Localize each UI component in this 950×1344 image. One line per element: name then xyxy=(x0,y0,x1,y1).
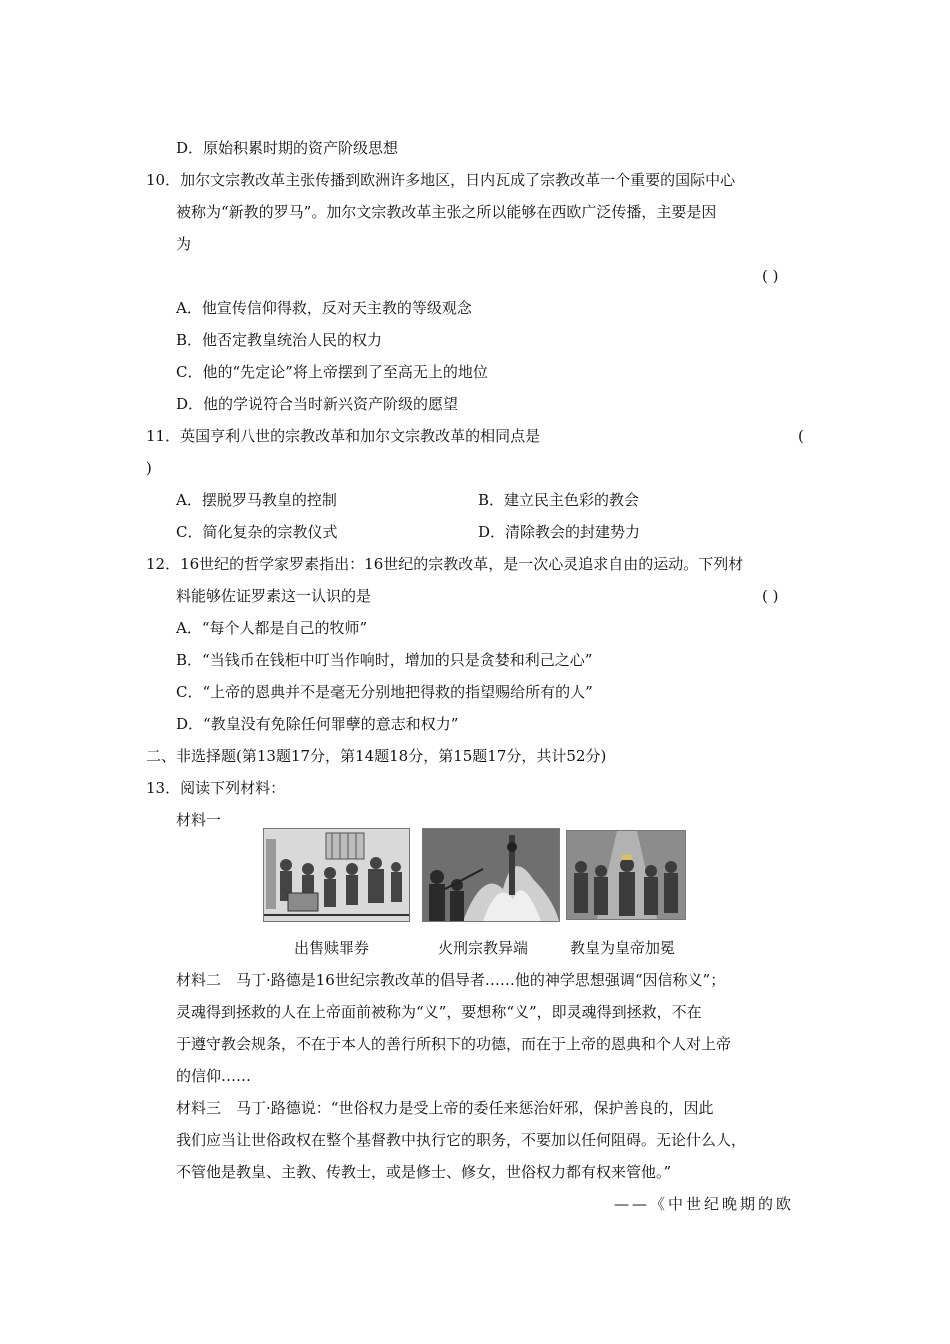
material-3-line2: 我们应当让世俗政权在整个基督教中执行它的职务，不要加以任何阻碍。无论什么人， xyxy=(176,1131,747,1149)
q11-bracket-close: ) xyxy=(146,459,152,477)
q10-option-b: B．他否定教皇统治人民的权力 xyxy=(176,331,383,349)
q12-option-c: C．“上帝的恩典并不是毫无分别地把得救的指望赐给所有的人” xyxy=(176,683,593,701)
q10-stem-line3: 为 xyxy=(176,235,192,253)
q11-bracket-open: ( xyxy=(798,427,804,445)
material-3-source: ——《中世纪晚期的欧 xyxy=(614,1195,795,1213)
heretic-burning-image xyxy=(422,828,560,922)
q11-option-b: B．建立民主色彩的教会 xyxy=(478,491,640,509)
q12-answer-bracket: ( ) xyxy=(762,587,779,605)
q11-option-d: D．清除教会的封建势力 xyxy=(478,523,641,541)
caption-heretic-burning: 火刑宗教异端 xyxy=(438,939,529,957)
material-2-line1: 材料二 马丁·路德是16世纪宗教改革的倡导者……他的神学思想强调“因信称义”； xyxy=(176,971,726,989)
material-1-label: 材料一 xyxy=(176,811,222,829)
section-heading-nonchoice: 二、非选择题(第13题17分，第14题18分，第15题17分，共计52分) xyxy=(146,747,607,765)
q12-option-d: D．“教皇没有免除任何罪孽的意志和权力” xyxy=(176,715,459,733)
indulgence-sale-image xyxy=(263,828,410,922)
q12-stem-line2: 料能够佐证罗素这一认识的是 xyxy=(176,587,372,605)
q12-option-b: B．“当钱币在钱柜中叮当作响时，增加的只是贪婪和利己之心” xyxy=(176,651,593,669)
material-2-line3: 于遵守教会规条，不在于本人的善行所积下的功德，而在于上帝的恩典和个人对上帝 xyxy=(176,1035,732,1053)
material-3-line1: 材料三 马丁·路德说：“世俗权力是受上帝的委任来惩治奸邪，保护善良的，因此 xyxy=(176,1099,714,1117)
q10-option-a: A．他宣传信仰得救，反对天主教的等级观念 xyxy=(176,299,472,317)
q10-option-d: D．他的学说符合当时新兴资产阶级的愿望 xyxy=(176,395,459,413)
material-2-line2: 灵魂得到拯救的人在上帝面前被称为“义”，要想称“义”，即灵魂得到拯救，不在 xyxy=(176,1003,702,1021)
caption-coronation: 教皇为皇帝加冕 xyxy=(570,939,676,957)
q10-stem-line1: 10．加尔文宗教改革主张传播到欧洲许多地区，日内瓦成了宗教改革一个重要的国际中心 xyxy=(146,171,736,189)
q10-answer-bracket: ( ) xyxy=(762,267,779,285)
coronation-image xyxy=(566,830,686,920)
caption-indulgence-sale: 出售赎罪券 xyxy=(294,939,370,957)
q9-option-d: D．原始积累时期的资产阶级思想 xyxy=(176,139,399,157)
material-3-line3: 不管他是教皇、主教、传教士，或是修士、修女，世俗权力都有权来管他。” xyxy=(176,1163,672,1181)
q12-option-a: A．“每个人都是自己的牧师” xyxy=(176,619,368,637)
q11-option-c: C．简化复杂的宗教仪式 xyxy=(176,523,338,541)
q10-stem-line2: 被称为“新教的罗马”。加尔文宗教改革主张之所以能够在西欧广泛传播，主要是因 xyxy=(176,203,717,221)
q11-option-a: A．摆脱罗马教皇的控制 xyxy=(176,491,337,509)
q11-stem: 11．英国亨利八世的宗教改革和加尔文宗教改革的相同点是 xyxy=(146,427,541,445)
q12-stem-line1: 12．16世纪的哲学家罗素指出：16世纪的宗教改革，是一次心灵追求自由的运动。下列材 xyxy=(146,555,744,573)
q10-option-c: C．他的“先定论”将上帝摆到了至高无上的地位 xyxy=(176,363,488,381)
q13-intro: 13．阅读下列材料： xyxy=(146,779,286,797)
material-2-line4: 的信仰…… xyxy=(176,1067,252,1085)
